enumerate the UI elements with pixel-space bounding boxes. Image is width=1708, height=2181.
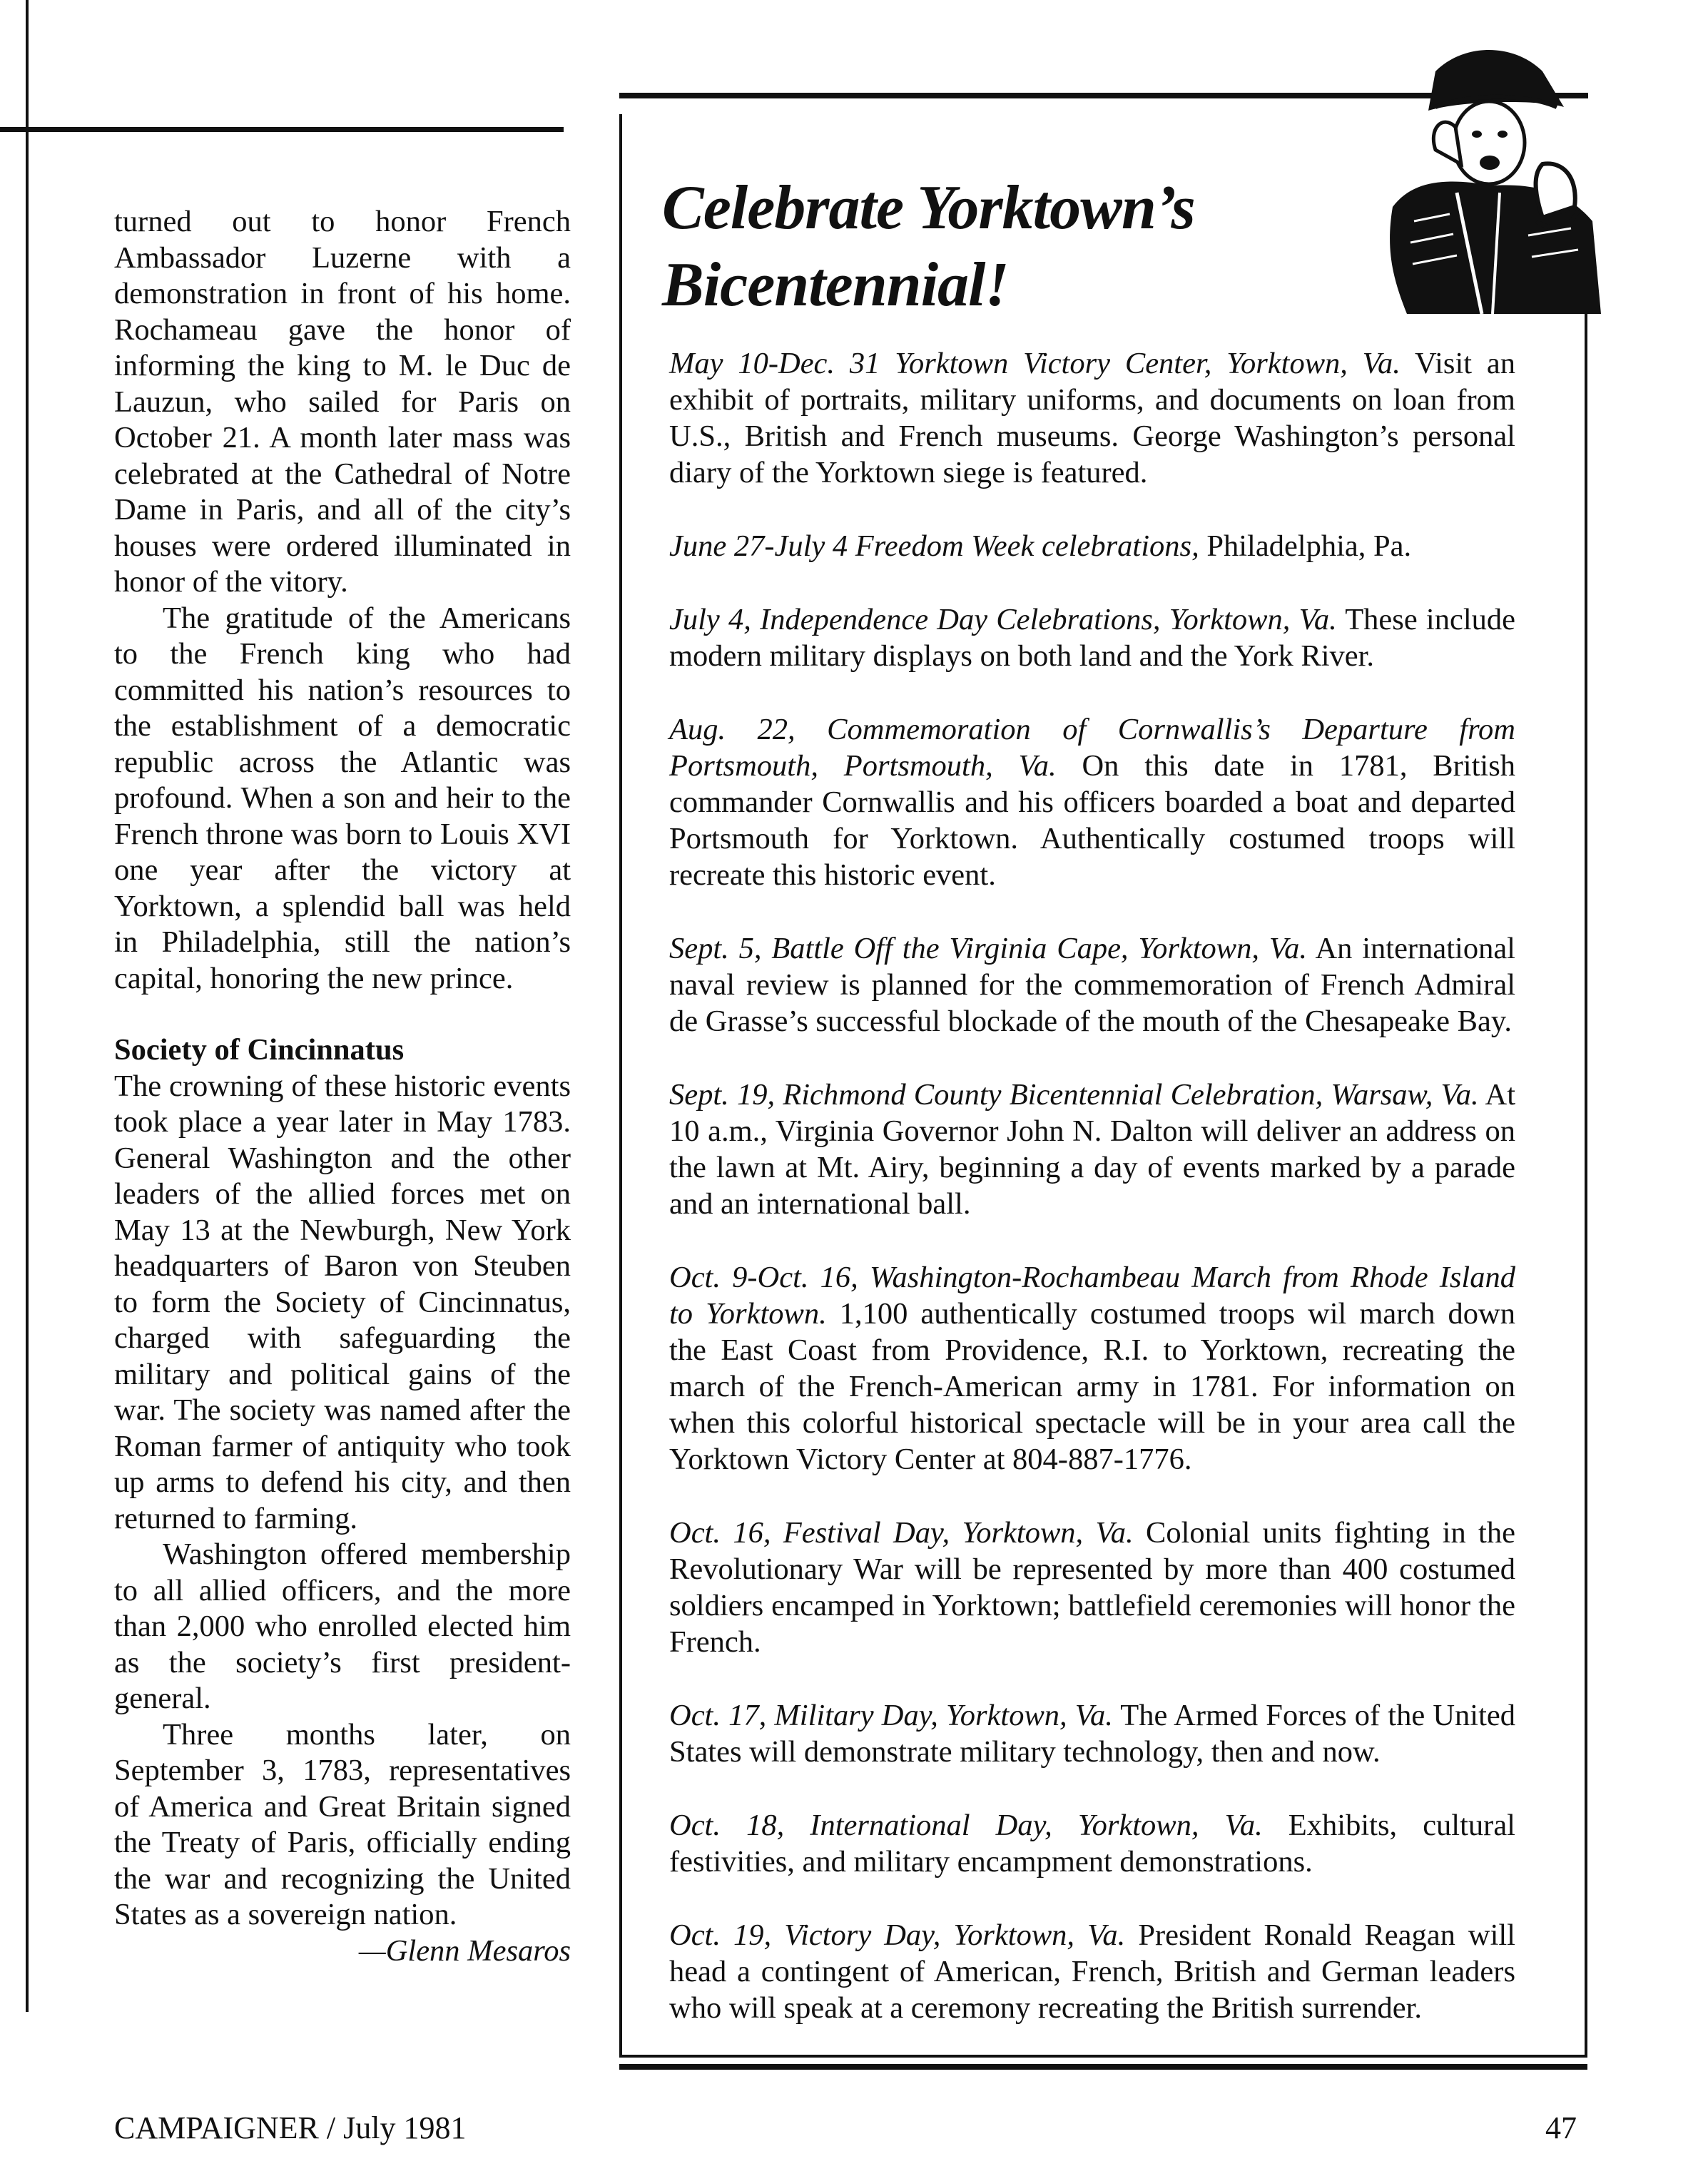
event-lead: Oct. 17, Military Day, Yorktown, Va. bbox=[669, 1699, 1113, 1732]
event-item bbox=[669, 711, 1515, 893]
event-body: On this date in 1781, British commander Cornwallis and his officers boarded a boat and departed Portsmouth for Yorktown. Authentically costumed troops will recreate this historic event. bbox=[669, 749, 1515, 892]
event-body: At 10 a.m., Virginia Governor John N. Dalton will deliver an address on the lawn at Mt. Airy, beginning a day of events marked by a parade and an international ball. bbox=[669, 1078, 1515, 1221]
event-body: Visit an exhibit of portraits, military uniforms, and documents on loan from U.S., British and French museums. George Washington’s personal diary of the Yorktown siege is featured. bbox=[669, 347, 1515, 489]
article-paragraph: Washington offered membership to all allied officers, and the more than 2,000 who enrolled elected him as the society’s first president-general. bbox=[114, 1537, 571, 1715]
event-body: Philadelphia, Pa. bbox=[1199, 529, 1412, 563]
article-paragraph: turned out to honor French Ambassador Luzerne with a demonstration in front of his home. Rochameau gave the honor of informing the king to M. le Duc de Lauzun, who sailed for Paris on October 21. A month later mass was celebrated at the Cathedral of Notre Dame in Paris, and all of the city’s houses were ordered illuminated in honor of the vitory. bbox=[114, 205, 571, 599]
event-item bbox=[669, 930, 1515, 1039]
byline: —Glenn Mesaros bbox=[358, 1933, 571, 1968]
sidebar-headline bbox=[662, 170, 1361, 324]
event-body: 1,100 authentically costumed troops wil march down the East Coast from Providence, R.I. to Yorktown, recreating the march of the French-American army in 1781. For information on when this colorful historical spectacle will be in your area call the Yorktown Victory Center at 804-887-1776. bbox=[669, 1297, 1515, 1476]
event-item bbox=[669, 601, 1515, 674]
event-item bbox=[669, 1807, 1515, 1880]
event-item bbox=[669, 1697, 1515, 1770]
event-lead: May 10-Dec. 31 Yorktown Victory Center, Yorktown, Va. bbox=[669, 347, 1401, 380]
event-lead: June 27-July 4 Freedom Week celebrations, bbox=[669, 529, 1199, 563]
page-number: 47 bbox=[1545, 2110, 1577, 2145]
article-paragraph: Three months later, on September 3, 1783, representatives of America and Great Britain signed the Treaty of Paris, officially ending the war and recognizing the United States as a sovereign nation. bbox=[114, 1717, 571, 1931]
event-lead: Sept. 19, Richmond County Bicentennial Celebration, Warsaw, Va. bbox=[669, 1078, 1479, 1112]
town-crier-illustration bbox=[1328, 43, 1601, 314]
event-lead: Oct. 18, International Day, Yorktown, Va. bbox=[669, 1809, 1263, 1842]
headline-line-1: Celebrate Yorktown’s bbox=[662, 173, 1195, 243]
sidebar-rule-left bbox=[619, 114, 622, 2056]
event-item bbox=[669, 1259, 1515, 1478]
event-lead: Aug. 22, Commemoration of Cornwallis’s Departure from Portsmouth, Portsmouth, Va. bbox=[669, 713, 1515, 783]
event-body: These include modern military displays on both land and the York River. bbox=[669, 603, 1515, 673]
sidebar-rule-bottom-thick bbox=[619, 2064, 1587, 2070]
event-item bbox=[669, 345, 1515, 491]
event-item bbox=[669, 1077, 1515, 1222]
event-lead: July 4, Independence Day Celebrations, Yorktown, Va. bbox=[669, 603, 1337, 636]
event-lead: Sept. 5, Battle Off the Virginia Cape, Yorktown, Va. bbox=[669, 932, 1307, 965]
event-body: President Ronald Reagan will head a contingent of American, French, British and German leaders who will speak at a ceremony recreating the British surrender. bbox=[669, 1918, 1515, 2025]
article-paragraph: The gratitude of the Americans to the French king who had committed his nation’s resources to the establishment of a democratic republic across the Atlantic was profound. When a son and heir to the French throne was born to Louis XVI one year after the victory at Yorktown, a splendid ball was held in Philadelphia, still the nation’s capital, honoring the new prince. bbox=[114, 601, 571, 995]
event-item bbox=[669, 1515, 1515, 1660]
article-column bbox=[114, 204, 571, 1969]
article-paragraph: The crowning of these historic events took place a year later in May 1783. General Washington and the other leaders of the allied forces met on May 13 at the Newburgh, New York headquarters of Baron von Steuben to form the Society of Cincinnatus, charged with safeguarding the military and political gains of the war. The society was named after the Roman farmer of antiquity who took up arms to defend his city, and then returned to farming. bbox=[114, 1069, 571, 1535]
events-list bbox=[669, 345, 1515, 2063]
event-body: Exhibits, cultural festivities, and military encampment demonstrations. bbox=[669, 1809, 1515, 1878]
event-lead: Oct. 9-Oct. 16, Washington-Rochambeau March from Rhode Island to Yorktown. bbox=[669, 1261, 1515, 1331]
event-lead: Oct. 16, Festival Day, Yorktown, Va. bbox=[669, 1516, 1134, 1550]
publication-footer: CAMPAIGNER / July 1981 bbox=[114, 2110, 467, 2145]
article-subhead: Society of Cincinnatus bbox=[114, 1033, 405, 1067]
event-item bbox=[669, 1917, 1515, 2026]
event-item bbox=[669, 528, 1515, 564]
event-body: An international naval review is planned for the commemoration of French Admiral de Grasse’s successful blockade of the mouth of the Chesapeake Bay. bbox=[669, 932, 1515, 1038]
event-body: The Armed Forces of the United States will demonstrate military technology, then and now. bbox=[669, 1699, 1516, 1769]
headline-line-2: Bicentennial! bbox=[662, 250, 1009, 320]
margin-rule-vertical bbox=[26, 0, 29, 2012]
event-body: Colonial units fighting in the Revolutionary War will be represented by more than 400 costumed soldiers encamped in Yorktown; battlefield ceremonies will honor the French. bbox=[669, 1516, 1515, 1659]
margin-rule-horizontal bbox=[0, 127, 564, 132]
event-lead: Oct. 19, Victory Day, Yorktown, Va. bbox=[669, 1918, 1126, 1952]
sidebar-rule-right bbox=[1585, 285, 1587, 2056]
